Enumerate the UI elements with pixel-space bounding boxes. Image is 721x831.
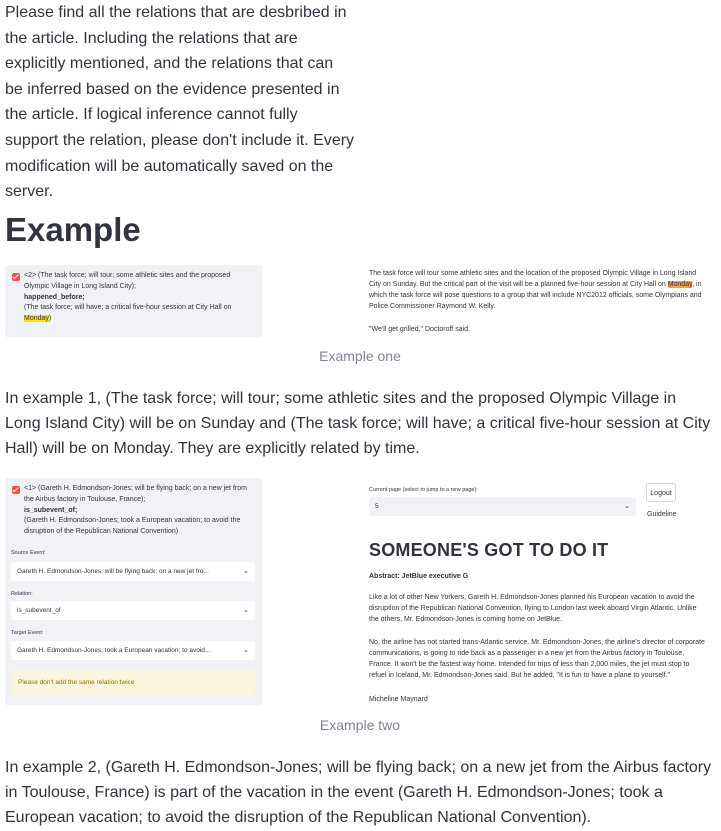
example2-relation-line1: <1> (Gareth H. Edmondson-Jones; will be flying back; on a new jet from the Airbus factory in Toulouse, France); [24,485,247,503]
example2-caption: Example two [319,717,401,733]
example1-relation-suffix-b: ) [48,315,52,323]
example1-relation-type: happened_before; [24,293,85,301]
example2-relation-line3: (Gareth H. Edmondson-Jones; took a European vacation; to avoid the disruption of the Republican National Convention) [24,517,241,536]
document-body-paragraph-2: No, the airline has not started trans-Atlantic service. Mr. Edmondson-Jones, the airline's director of corporate communications, is going to ride back as a passenger in a new jet from the Airbus factory in Toulouse, France. It won't be the fastest way home. Intended for trips of less than 2,000 miles, the jet must stop to refuel in Iceland, Mr. Edmondson-Jones said. But he added, "It is fun to have a plane to yourself." [369,639,705,679]
target-event-label: Target Event: [11,630,44,636]
duplicate-warning: Please don't add the same relation twice [11,670,255,696]
relation-label: Relation: [11,591,33,597]
page-select-value: 5 [375,503,379,510]
source-event-label: Source Event: [11,550,46,556]
chevron-down-icon: ⌄ [243,647,249,654]
checkbox-checked-icon[interactable] [12,273,20,281]
example1-relation-text [24,271,254,325]
example2-relation-text [24,484,252,538]
relation-value: is_subevent_of [17,607,61,614]
example1-article-b: , in which the task force will pose questions to a group that will include NYC2012 officials, some Olympians and Police Commissioner Raymond W. Kelly. [369,281,702,310]
source-event-select[interactable] [11,562,255,581]
document-abstract: Abstract: JetBlue executive G [369,573,469,580]
example2-explanation: In example 2, (Gareth H. Edmondson-Jones; will be flying back; on a new jet from the Airbus factory in Toulouse, France) is part of the vacation in the event (Gareth H. Edmondson-Jones; took a European vacation; to avoid the disruption of the Republican National Convention). [5,759,712,826]
logout-button[interactable]: Logout [646,483,676,502]
target-event-select[interactable] [11,641,255,660]
guideline-link[interactable]: Guideline [647,511,677,518]
example1-article-a: The task force will tour some athletic sites and the location of the proposed Olympic Village in Long Island City on Sunday. But the critical part of the visit will be a planned five-hour session at City Hall on [369,270,697,288]
example1-article-quote: "We'll get grilled," Doctoroff said. [369,326,470,333]
chevron-down-icon: ⌄ [243,568,249,575]
page-select[interactable] [369,497,636,516]
example1-explanation: In example 1, (The task force; will tour; some athletic sites and the proposed Olympic Village in Long Island City) will be on Sunday and (The task force; will have; a critical five-hour session at City Hall) will be on Monday. They are explicitly related by time. [5,390,711,457]
example1-relation-suffix-highlight: Monday [24,315,49,323]
example2-relation-type: is_subevent_of; [24,506,78,514]
example1-relation-suffix-a: (The task force; will have; a critical five-hour session at City Hall on [24,304,232,312]
chevron-down-icon: ⌄ [624,503,630,510]
relation-select[interactable] [11,601,255,620]
example1-article-highlight: Monday [667,281,693,288]
example1-caption: Example one [319,348,401,364]
document-author: Micheline Maynard [369,696,428,703]
checkbox-checked-icon[interactable] [12,486,20,494]
example1-relation-prefix: <2> (The task force; will tour; some athletic sites and the proposed Olympic Village in Long Island City); [24,272,231,290]
instructions-text: Please find all the relations that are desbribed in the article. Including the relations that are explicitly mentioned, and the relations that can be inferred based on the evidence presented in the article. If logical inference cannot fully support the relation, please don't include it. Every modification will be automatically saved on the server. [5,4,355,201]
example1-article-text [369,268,707,312]
target-event-value: Gareth H. Edmondson-Jones; took a European vacation; to avoid... [17,647,211,654]
example-heading: Example [5,211,141,248]
source-event-value: Gareth H. Edmondson-Jones; will be flying back; on a new jet fro... [17,568,209,575]
document-title: SOMEONE'S GOT TO DO IT [369,540,609,560]
page-select-label: Current page (select to jump to a new page): [369,487,478,493]
chevron-down-icon: ⌄ [243,607,249,614]
document-body-paragraph-1: Like a lot of other New Yorkers, Gareth H. Edmondson-Jones planned his European vacation to avoid the disruption of the Republican National Convention, flying to London last week aboard Virgin Atlantic. Unlike the others, Mr. Edmondson-Jones is coming home on JetBlue. [369,594,697,623]
